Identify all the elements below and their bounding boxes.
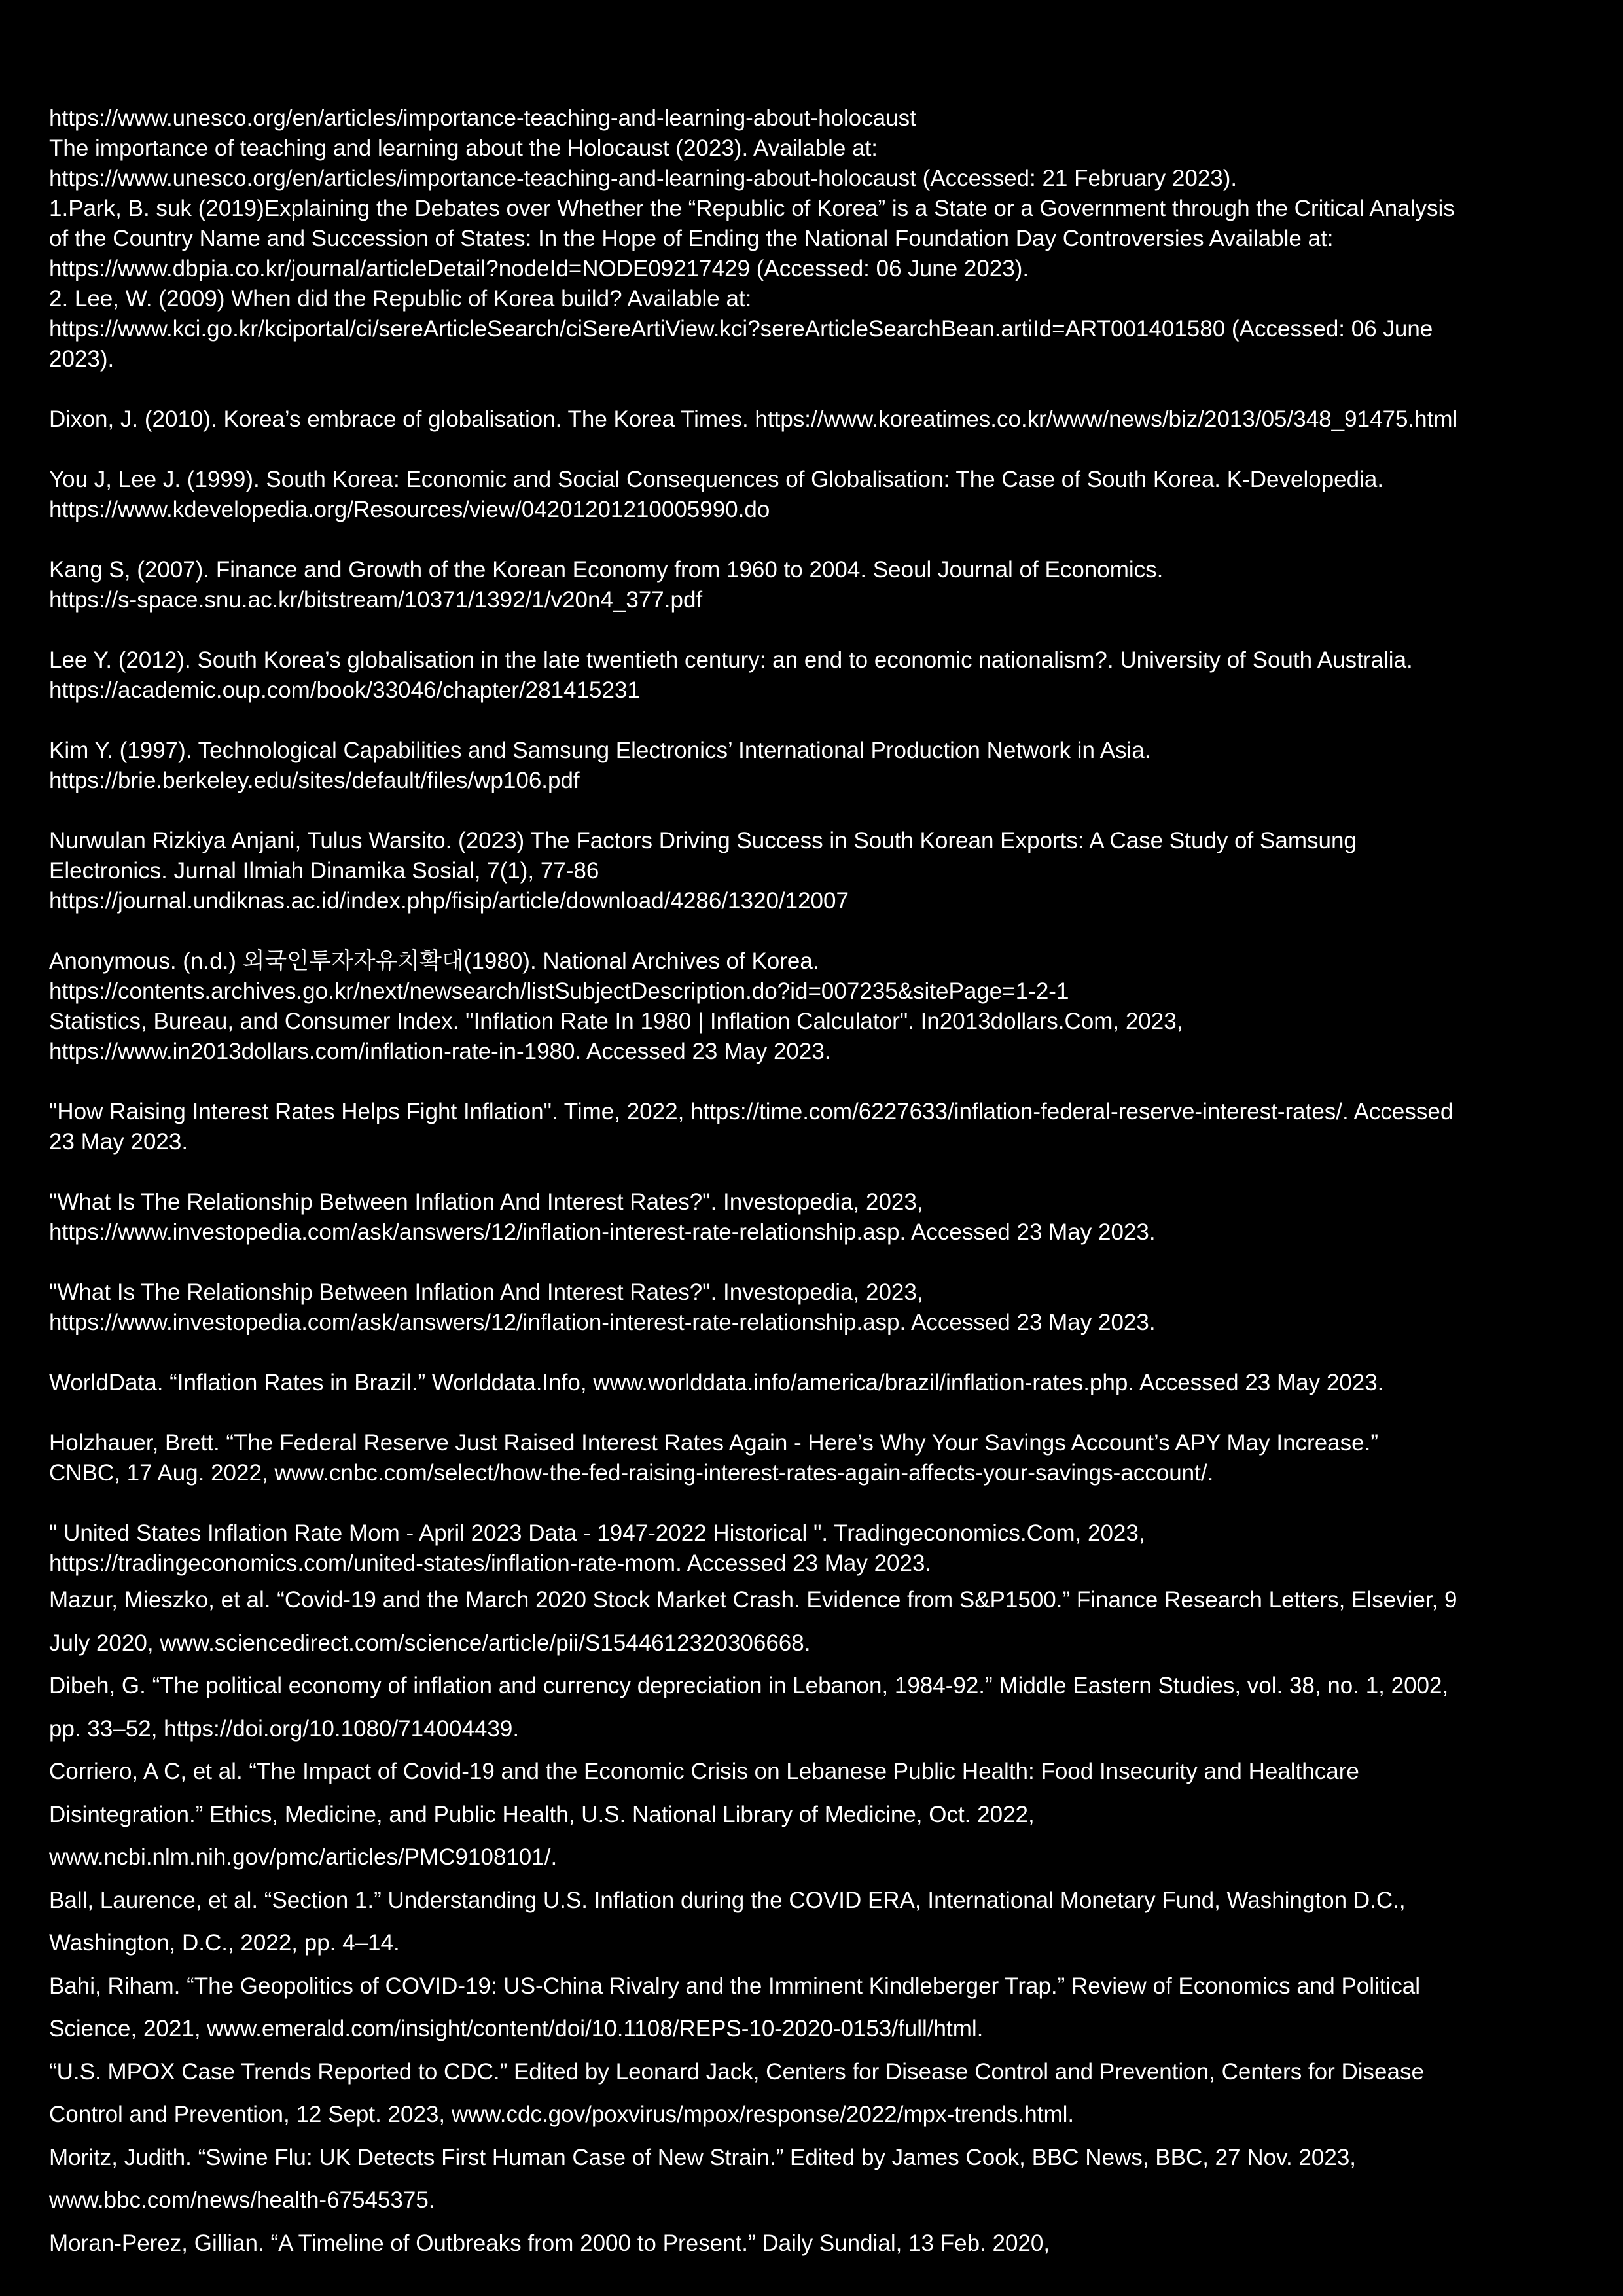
reference-line: CNBC, 17 Aug. 2022, www.cnbc.com/select/how-the-fed-raising-interest-rates-again-affects-your-savings-account/. [49, 1460, 1214, 1486]
reference-line: https://www.investopedia.com/ask/answers/12/inflation-interest-rate-relationship.asp. Accessed 23 May 2023. [49, 1310, 1156, 1335]
reference-line: WorldData. “Inflation Rates in Brazil.” Worlddata.Info, www.worlddata.info/america/brazil/inflation-rates.php. Accessed 23 May 2023. [49, 1370, 1384, 1395]
reference-line: Kim Y. (1997). Technological Capabilities and Samsung Electronics’ International Production Network in Asia. [49, 738, 1151, 763]
reference-line: pp. 33–52, https://doi.org/10.1080/714004439. [49, 1715, 520, 1742]
blank-line [49, 1398, 1574, 1428]
reference-block [49, 1579, 1574, 2265]
blank-line [49, 1488, 1574, 1518]
reference-line: Science, 2021, www.emerald.com/insight/content/doi/10.1108/REPS-10-2020-0153/full/html. [49, 2016, 984, 2041]
reference-block [49, 1428, 1574, 1488]
blank-line [49, 525, 1574, 555]
reference-line: Control and Prevention, 12 Sept. 2023, www.cdc.gov/poxvirus/mpox/response/2022/mpx-trends.html. [49, 2102, 1075, 2127]
blank-line [49, 916, 1574, 946]
reference-line: https://www.kdevelopedia.org/Resources/view/04201201210005990.do [49, 497, 770, 522]
reference-block [49, 1278, 1574, 1338]
reference-line: Kang S, (2007). Finance and Growth of the Korean Economy from 1960 to 2004. Seoul Journal of Economics. [49, 557, 1164, 583]
reference-line: https://www.investopedia.com/ask/answers/12/inflation-interest-rate-relationship.asp. Accessed 23 May 2023. [49, 1219, 1156, 1245]
reference-line: Lee Y. (2012). South Korea’s globalisation in the late twentieth century: an end to economic nationalism?. University of South Australia. [49, 647, 1413, 673]
reference-line: You J, Lee J. (1999). South Korea: Economic and Social Consequences of Globalisation: The Case of South Korea. K-Developedia. [49, 467, 1384, 492]
reference-block [49, 736, 1574, 796]
blank-line [49, 796, 1574, 826]
blank-line [49, 1247, 1574, 1278]
reference-line: https://contents.archives.go.kr/next/newsearch/listSubjectDescription.do?id=007235&sitePage=1-2-1 [49, 978, 1069, 1004]
reference-block [49, 645, 1574, 706]
reference-line: Holzhauer, Brett. “The Federal Reserve Just Raised Interest Rates Again - Here’s Why Your Savings Account’s APY May Increase.” [49, 1430, 1378, 1456]
reference-block [49, 1187, 1574, 1247]
reference-line: https://tradingeconomics.com/united-states/inflation-rate-mom. Accessed 23 May 2023. [49, 1551, 932, 1576]
reference-line: "What Is The Relationship Between Inflation And Interest Rates?". Investopedia, 2023, [49, 1280, 923, 1305]
reference-line: Statistics, Bureau, and Consumer Index. "Inflation Rate In 1980 | Inflation Calculator". In2013dollars.Com, 2023, [49, 1009, 1183, 1034]
reference-line: 1.Park, B. suk (2019)Explaining the Debates over Whether the “Republic of Korea” is a State or a Government through the Critical Analysis [49, 196, 1455, 221]
blank-line [49, 706, 1574, 736]
reference-line: "How Raising Interest Rates Helps Fight Inflation". Time, 2022, https://time.com/6227633/inflation-federal-reserve-interest-rates/. Accessed [49, 1099, 1454, 1124]
reference-line: Corriero, A C, et al. “The Impact of Covid-19 and the Economic Crisis on Lebanese Public Health: Food Insecurity and Healthcare [49, 1759, 1359, 1784]
reference-line: https://www.unesco.org/en/articles/importance-teaching-and-learning-about-holocaust (Accessed: 21 February 2023). [49, 166, 1238, 191]
reference-line: Ball, Laurence, et al. “Section 1.” Understanding U.S. Inflation during the COVID ERA, International Monetary Fund, Washington D.C., [49, 1887, 1406, 1913]
reference-line: Washington, D.C., 2022, pp. 4–14. [49, 1930, 400, 1956]
reference-list [49, 103, 1574, 2265]
reference-line: https://www.dbpia.co.kr/journal/articleDetail?nodeId=NODE09217429 (Accessed: 06 June 2023). [49, 256, 1029, 281]
reference-block [49, 1368, 1574, 1398]
reference-line: 2023). [49, 346, 115, 372]
blank-line [49, 435, 1574, 465]
reference-line: The importance of teaching and learning about the Holocaust (2023). Available at: [49, 135, 878, 161]
reference-block [49, 946, 1574, 1067]
blank-line [49, 615, 1574, 645]
reference-line: https://www.in2013dollars.com/inflation-rate-in-1980. Accessed 23 May 2023. [49, 1039, 831, 1064]
reference-line: www.ncbi.nlm.nih.gov/pmc/articles/PMC9108101/. [49, 1844, 558, 1870]
reference-line: Anonymous. (n.d.) 외국인투자자유치확대(1980). National Archives of Korea. [49, 948, 819, 974]
reference-line: " United States Inflation Rate Mom - April 2023 Data - 1947-2022 Historical ". Tradingeconomics.Com, 2023, [49, 1520, 1145, 1546]
reference-line: 2. Lee, W. (2009) When did the Republic of Korea build? Available at: [49, 286, 752, 312]
reference-block [49, 103, 1574, 374]
reference-block [49, 404, 1574, 435]
reference-line: Disintegration.” Ethics, Medicine, and Public Health, U.S. National Library of Medicine, Oct. 2022, [49, 1801, 1035, 1827]
reference-line: Dixon, J. (2010). Korea’s embrace of globalisation. The Korea Times. https://www.koreatimes.co.kr/www/news/biz/2013/05/348_91475.html [49, 406, 1458, 432]
reference-line: https://www.unesco.org/en/articles/importance-teaching-and-learning-about-holocaust [49, 105, 916, 131]
reference-line: Electronics. Jurnal Ilmiah Dinamika Sosial, 7(1), 77-86 [49, 858, 599, 884]
blank-line [49, 1067, 1574, 1097]
reference-line: Nurwulan Rizkiya Anjani, Tulus Warsito. (2023) The Factors Driving Success in South Korean Exports: A Case Study of Samsung [49, 828, 1357, 853]
reference-line: Mazur, Mieszko, et al. “Covid-19 and the March 2020 Stock Market Crash. Evidence from S&P1500.” Finance Research Letters, Elsevier, 9 [49, 1587, 1457, 1613]
reference-line: Dibeh, G. “The political economy of inflation and currency depreciation in Lebanon, 1984-92.” Middle Eastern Studies, vol. 38, no. 1, 2002, [49, 1673, 1449, 1698]
blank-line [49, 374, 1574, 404]
reference-line: Moran-Perez, Gillian. “A Timeline of Outbreaks from 2000 to Present.” Daily Sundial, 13 Feb. 2020, [49, 2230, 1050, 2256]
reference-line: of the Country Name and Succession of States: In the Hope of Ending the National Foundation Day Controversies Available at: [49, 226, 1334, 251]
blank-line [49, 1338, 1574, 1368]
reference-block [49, 826, 1574, 916]
reference-line: https://journal.undiknas.ac.id/index.php/fisip/article/download/4286/1320/12007 [49, 888, 849, 914]
reference-line: https://brie.berkeley.edu/sites/default/files/wp106.pdf [49, 768, 580, 793]
reference-line: https://s-space.snu.ac.kr/bitstream/10371/1392/1/v20n4_377.pdf [49, 587, 703, 613]
reference-block [49, 1097, 1574, 1157]
reference-line: https://www.kci.go.kr/kciportal/ci/sereArticleSearch/ciSereArtiView.kci?sereArticleSearchBean.artiId=ART001401580 (Accessed: 06 June [49, 316, 1433, 342]
reference-line: 23 May 2023. [49, 1129, 188, 1155]
reference-block [49, 555, 1574, 615]
reference-block [49, 465, 1574, 525]
reference-block [49, 1518, 1574, 1579]
blank-line [49, 1157, 1574, 1187]
reference-line: www.bbc.com/news/health-67545375. [49, 2187, 435, 2213]
reference-line: https://academic.oup.com/book/33046/chapter/281415231 [49, 677, 640, 703]
reference-line: Moritz, Judith. “Swine Flu: UK Detects First Human Case of New Strain.” Edited by James Cook, BBC News, BBC, 27 Nov. 2023, [49, 2144, 1357, 2170]
reference-line: "What Is The Relationship Between Inflation And Interest Rates?". Investopedia, 2023, [49, 1189, 923, 1215]
reference-line: “U.S. MPOX Case Trends Reported to CDC.” Edited by Leonard Jack, Centers for Disease Control and Prevention, Centers for Disease [49, 2058, 1424, 2085]
reference-line: July 2020, www.sciencedirect.com/science/article/pii/S1544612320306668. [49, 1630, 811, 1656]
reference-line: Bahi, Riham. “The Geopolitics of COVID-19: US-China Rivalry and the Imminent Kindleberger Trap.” Review of Economics and Political [49, 1973, 1421, 1999]
